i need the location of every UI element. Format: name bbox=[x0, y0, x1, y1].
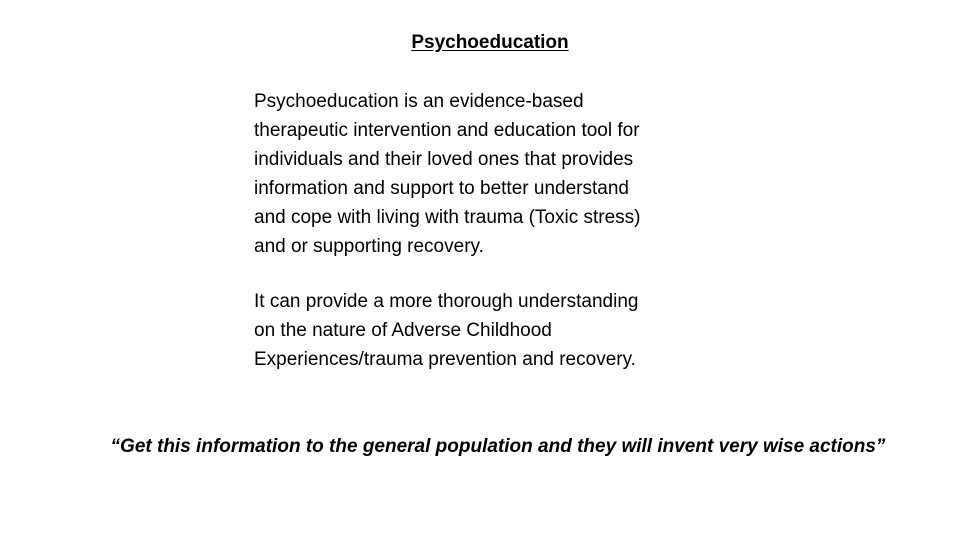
paragraph-line: Experiences/trauma prevention and recovery. bbox=[254, 349, 636, 370]
paragraph-line: and cope with living with trauma (Toxic stress) bbox=[254, 207, 641, 228]
paragraph-line: Psychoeducation is an evidence-based bbox=[254, 91, 584, 112]
benefit-paragraph bbox=[254, 287, 734, 374]
paragraph-line: therapeutic intervention and education tool for bbox=[254, 120, 640, 141]
paragraph-line: individuals and their loved ones that provides bbox=[254, 149, 634, 170]
closing-quote: “Get this information to the general population and they will invent very wise actions” bbox=[110, 436, 886, 457]
definition-paragraph bbox=[254, 87, 734, 261]
paragraph-line: information and support to better understand bbox=[254, 178, 629, 199]
paragraph-line: It can provide a more thorough understanding bbox=[254, 291, 639, 312]
paragraph-line: and or supporting recovery. bbox=[254, 236, 484, 257]
slide-title: Psychoeducation bbox=[411, 32, 569, 53]
paragraph-line: on the nature of Adverse Childhood bbox=[254, 320, 552, 341]
